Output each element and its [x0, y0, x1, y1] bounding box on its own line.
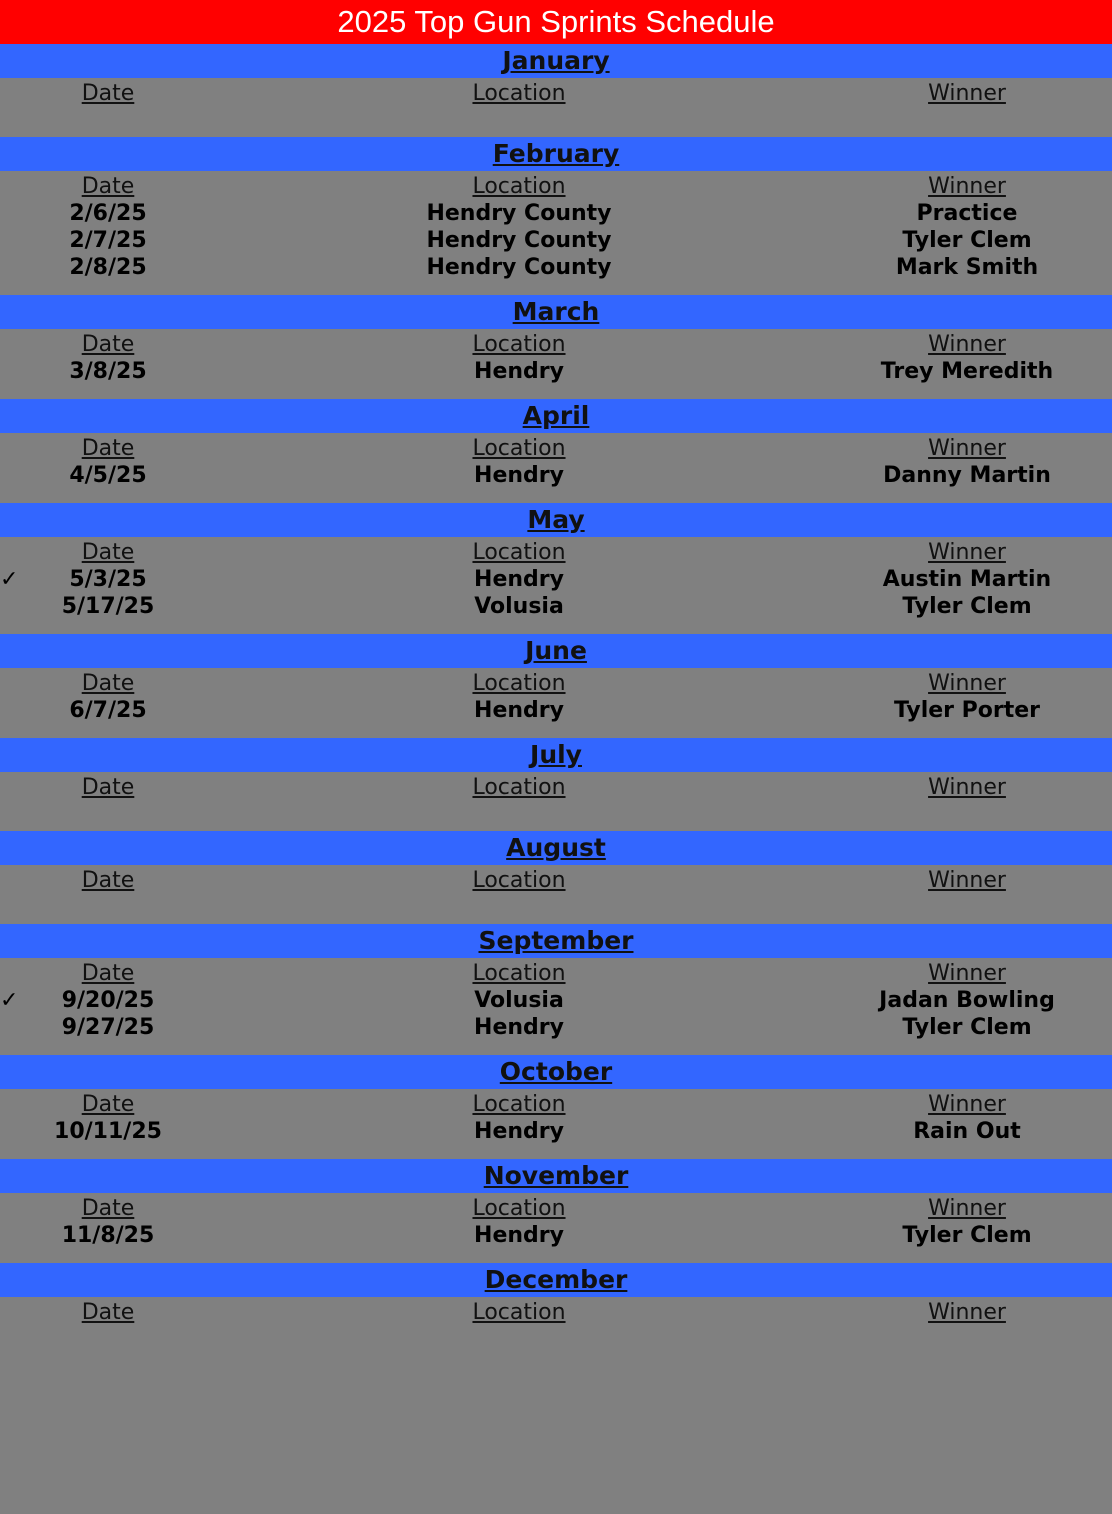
month-body [0, 329, 1112, 399]
column-header-location-label: Location [472, 868, 566, 893]
section-spacer [0, 620, 1112, 634]
cell-location-text: Hendry County [426, 228, 612, 253]
month-label: November [483, 1161, 629, 1190]
cell-date [0, 201, 216, 226]
cell-location [216, 594, 822, 619]
table-row [0, 1014, 1112, 1041]
month-body [0, 78, 1112, 137]
month-body [0, 1193, 1112, 1263]
column-header-winner-label: Winner [928, 332, 1006, 357]
cell-date-text: 4/5/25 [69, 463, 147, 488]
cell-location-text: Hendry County [426, 255, 612, 280]
month-section [0, 1263, 1112, 1356]
column-header-location-label: Location [472, 671, 566, 696]
cell-winner-text: Rain Out [913, 1119, 1021, 1144]
column-header-location [216, 868, 822, 893]
month-label: December [484, 1265, 628, 1294]
cell-winner-text: Practice [916, 201, 1018, 226]
month-header [0, 137, 1112, 171]
cell-winner [822, 359, 1112, 384]
column-header-winner [822, 1092, 1112, 1117]
cell-winner-text: Jadan Bowling [879, 988, 1055, 1013]
month-section [0, 503, 1112, 634]
cell-location [216, 567, 822, 592]
cell-date [0, 1015, 216, 1040]
column-header-date-label: Date [81, 1196, 135, 1221]
cell-winner-text: Tyler Clem [902, 228, 1032, 253]
column-header-row [0, 670, 1112, 697]
month-section [0, 137, 1112, 295]
column-header-winner [822, 961, 1112, 986]
cell-location [216, 463, 822, 488]
cell-location-text: Hendry [474, 359, 564, 384]
month-section [0, 399, 1112, 503]
table-row [0, 1118, 1112, 1145]
cell-winner [822, 1223, 1112, 1248]
column-header-winner [822, 436, 1112, 461]
column-header-winner [822, 540, 1112, 565]
column-header-location [216, 961, 822, 986]
month-header [0, 831, 1112, 865]
column-header-winner-label: Winner [928, 775, 1006, 800]
column-header-date [0, 332, 216, 357]
section-spacer [0, 801, 1112, 831]
cell-date-text: 2/6/25 [69, 201, 147, 226]
column-header-location [216, 436, 822, 461]
column-header-row [0, 173, 1112, 200]
table-row [0, 200, 1112, 227]
cell-date-text: 2/7/25 [69, 228, 147, 253]
month-label: March [512, 297, 600, 326]
cell-winner-text: Danny Martin [883, 463, 1051, 488]
column-header-location-label: Location [472, 332, 566, 357]
column-header-date-label: Date [81, 174, 135, 199]
cell-winner-text: Trey Meredith [880, 359, 1054, 384]
column-header-date-label: Date [81, 775, 135, 800]
section-spacer [0, 1145, 1112, 1159]
cell-date [0, 228, 216, 253]
column-header-winner [822, 671, 1112, 696]
column-header-row [0, 435, 1112, 462]
cell-location [216, 698, 822, 723]
column-header-date-label: Date [81, 1092, 135, 1117]
month-label: August [506, 833, 606, 862]
cell-location [216, 228, 822, 253]
cell-location [216, 359, 822, 384]
cell-date [0, 255, 216, 280]
column-header-location-label: Location [472, 1196, 566, 1221]
month-body [0, 772, 1112, 831]
month-header [0, 738, 1112, 772]
column-header-row [0, 539, 1112, 566]
month-section [0, 1159, 1112, 1263]
cell-date [0, 359, 216, 384]
cell-location-text: Hendry [474, 1015, 564, 1040]
column-header-winner-label: Winner [928, 436, 1006, 461]
cell-winner [822, 255, 1112, 280]
cell-date-text: 9/27/25 [61, 1015, 155, 1040]
month-section [0, 1055, 1112, 1159]
column-header-date-label: Date [81, 961, 135, 986]
cell-date [0, 988, 216, 1013]
column-header-row [0, 1091, 1112, 1118]
column-header-location [216, 1092, 822, 1117]
column-header-date-label: Date [81, 671, 135, 696]
cell-date-text: 5/3/25 [69, 567, 147, 592]
table-row [0, 358, 1112, 385]
column-header-row [0, 774, 1112, 801]
cell-winner-text: Tyler Porter [893, 698, 1041, 723]
month-label: May [527, 505, 585, 534]
column-header-date [0, 1196, 216, 1221]
column-header-row [0, 867, 1112, 894]
month-body [0, 668, 1112, 738]
cell-location-text: Hendry [474, 698, 564, 723]
column-header-row [0, 1195, 1112, 1222]
column-header-location-label: Location [472, 1300, 566, 1325]
month-label: January [502, 46, 610, 75]
column-header-winner-label: Winner [928, 1092, 1006, 1117]
month-body [0, 537, 1112, 634]
month-label: October [499, 1057, 613, 1086]
page-title: 2025 Top Gun Sprints Schedule [0, 0, 1112, 44]
column-header-date-label: Date [81, 1300, 135, 1325]
column-header-location [216, 81, 822, 106]
column-header-location [216, 1300, 822, 1325]
cell-location [216, 1119, 822, 1144]
cell-winner [822, 201, 1112, 226]
cell-date [0, 463, 216, 488]
column-header-date-label: Date [81, 436, 135, 461]
section-spacer [0, 1249, 1112, 1263]
check-icon: ✓ [0, 566, 19, 592]
month-body [0, 433, 1112, 503]
cell-date-text: 5/17/25 [61, 594, 155, 619]
column-header-winner-label: Winner [928, 1196, 1006, 1221]
month-label: February [492, 139, 620, 168]
column-header-location-label: Location [472, 961, 566, 986]
cell-date-text: 2/8/25 [69, 255, 147, 280]
cell-date [0, 1119, 216, 1144]
cell-date [0, 698, 216, 723]
cell-location-text: Hendry [474, 567, 564, 592]
month-header [0, 295, 1112, 329]
column-header-winner-label: Winner [928, 174, 1006, 199]
cell-winner [822, 1015, 1112, 1040]
table-row [0, 1222, 1112, 1249]
column-header-winner [822, 81, 1112, 106]
cell-date [0, 594, 216, 619]
cell-date [0, 567, 216, 592]
cell-date-text: 11/8/25 [61, 1223, 155, 1248]
column-header-date [0, 961, 216, 986]
month-header [0, 924, 1112, 958]
column-header-date [0, 671, 216, 696]
cell-winner [822, 698, 1112, 723]
section-spacer [0, 385, 1112, 399]
month-header [0, 44, 1112, 78]
column-header-date-label: Date [81, 332, 135, 357]
column-header-location-label: Location [472, 436, 566, 461]
column-header-date-label: Date [81, 540, 135, 565]
column-header-location-label: Location [472, 775, 566, 800]
column-header-winner-label: Winner [928, 540, 1006, 565]
cell-date-text: 3/8/25 [69, 359, 147, 384]
month-label: September [478, 926, 634, 955]
cell-location-text: Hendry County [426, 201, 612, 226]
month-section [0, 634, 1112, 738]
column-header-date [0, 1092, 216, 1117]
month-label: April [522, 401, 590, 430]
section-spacer [0, 1326, 1112, 1356]
cell-winner [822, 463, 1112, 488]
column-header-winner-label: Winner [928, 868, 1006, 893]
table-row [0, 227, 1112, 254]
column-header-winner [822, 332, 1112, 357]
table-row [0, 462, 1112, 489]
section-spacer [0, 724, 1112, 738]
column-header-location [216, 332, 822, 357]
section-spacer [0, 1041, 1112, 1055]
cell-winner [822, 594, 1112, 619]
month-header [0, 1159, 1112, 1193]
cell-date-text: 6/7/25 [69, 698, 147, 723]
cell-winner-text: Tyler Clem [902, 1015, 1032, 1040]
section-spacer [0, 107, 1112, 137]
month-header [0, 399, 1112, 433]
column-header-location [216, 775, 822, 800]
cell-winner-text: Austin Martin [882, 567, 1052, 592]
table-row [0, 566, 1112, 593]
month-body [0, 1089, 1112, 1159]
column-header-winner-label: Winner [928, 671, 1006, 696]
column-header-date [0, 540, 216, 565]
column-header-date [0, 436, 216, 461]
column-header-date [0, 174, 216, 199]
month-body [0, 958, 1112, 1055]
cell-location-text: Hendry [474, 1119, 564, 1144]
column-header-location-label: Location [472, 1092, 566, 1117]
column-header-winner-label: Winner [928, 81, 1006, 106]
month-label: June [525, 636, 587, 665]
month-section [0, 295, 1112, 399]
column-header-location-label: Location [472, 174, 566, 199]
months-container [0, 44, 1112, 1356]
column-header-date [0, 775, 216, 800]
cell-location-text: Volusia [474, 988, 564, 1013]
cell-location [216, 1015, 822, 1040]
column-header-location [216, 174, 822, 199]
column-header-row [0, 960, 1112, 987]
cell-date [0, 1223, 216, 1248]
check-icon: ✓ [0, 987, 19, 1013]
month-label: July [530, 740, 582, 769]
cell-winner-text: Tyler Clem [902, 1223, 1032, 1248]
month-body [0, 865, 1112, 924]
column-header-location [216, 671, 822, 696]
month-section [0, 831, 1112, 924]
cell-date-text: 10/11/25 [54, 1119, 162, 1144]
column-header-winner [822, 1300, 1112, 1325]
month-body [0, 1297, 1112, 1356]
month-section [0, 924, 1112, 1055]
cell-location [216, 1223, 822, 1248]
month-header [0, 1055, 1112, 1089]
column-header-winner-label: Winner [928, 1300, 1006, 1325]
column-header-row [0, 1299, 1112, 1326]
month-body [0, 171, 1112, 295]
month-header [0, 634, 1112, 668]
column-header-date [0, 1300, 216, 1325]
cell-location [216, 988, 822, 1013]
column-header-date [0, 868, 216, 893]
column-header-row [0, 331, 1112, 358]
column-header-winner [822, 775, 1112, 800]
cell-winner-text: Mark Smith [895, 255, 1039, 280]
column-header-date [0, 81, 216, 106]
cell-date-text: 9/20/25 [61, 988, 155, 1013]
table-row [0, 254, 1112, 281]
column-header-location-label: Location [472, 540, 566, 565]
cell-location-text: Hendry [474, 463, 564, 488]
month-header [0, 503, 1112, 537]
column-header-winner [822, 868, 1112, 893]
cell-location [216, 201, 822, 226]
section-spacer [0, 894, 1112, 924]
table-row [0, 593, 1112, 620]
month-section [0, 44, 1112, 137]
cell-winner [822, 567, 1112, 592]
section-spacer [0, 281, 1112, 295]
column-header-location-label: Location [472, 81, 566, 106]
column-header-winner [822, 1196, 1112, 1221]
month-section [0, 738, 1112, 831]
cell-winner-text: Tyler Clem [902, 594, 1032, 619]
column-header-date-label: Date [81, 81, 135, 106]
section-spacer [0, 489, 1112, 503]
table-row [0, 987, 1112, 1014]
column-header-row [0, 80, 1112, 107]
cell-winner [822, 1119, 1112, 1144]
column-header-winner [822, 174, 1112, 199]
column-header-winner-label: Winner [928, 961, 1006, 986]
cell-winner [822, 228, 1112, 253]
table-row [0, 697, 1112, 724]
month-header [0, 1263, 1112, 1297]
column-header-date-label: Date [81, 868, 135, 893]
cell-location-text: Volusia [474, 594, 564, 619]
column-header-location [216, 1196, 822, 1221]
cell-location-text: Hendry [474, 1223, 564, 1248]
cell-location [216, 255, 822, 280]
cell-winner [822, 988, 1112, 1013]
column-header-location [216, 540, 822, 565]
